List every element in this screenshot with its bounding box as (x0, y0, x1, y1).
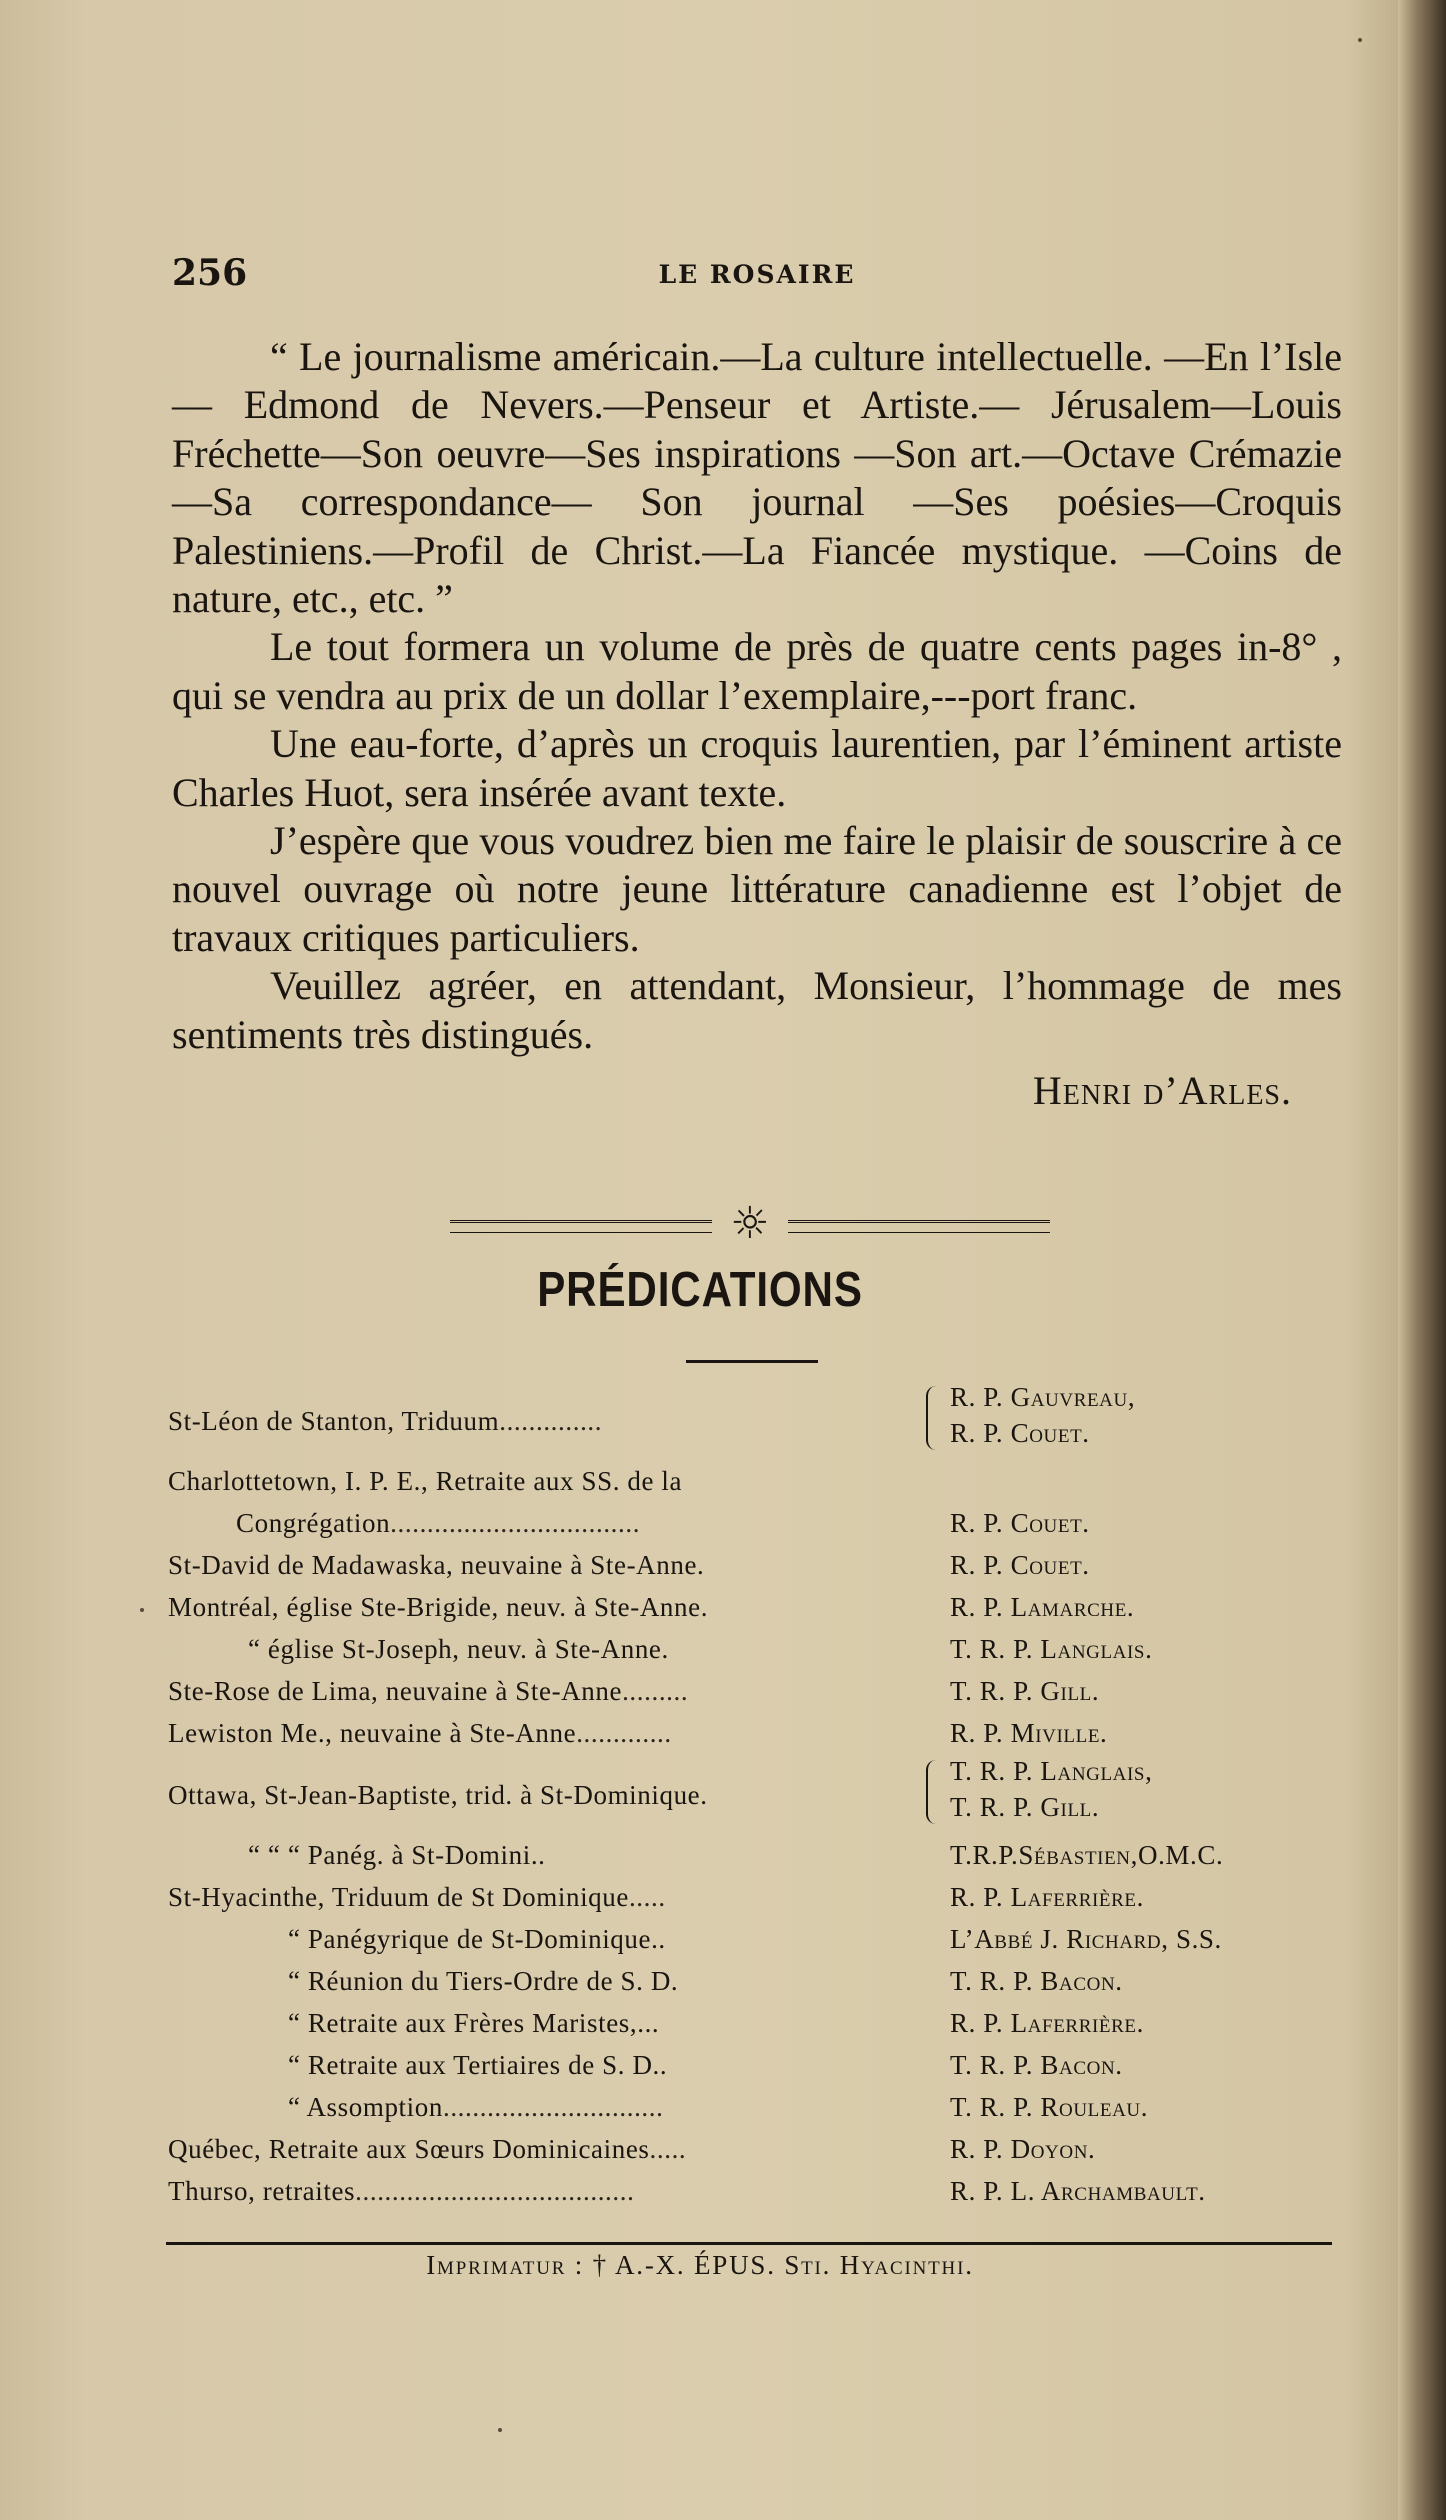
sermon-place (168, 1406, 928, 1437)
leader-dots: .............. (499, 1406, 603, 1436)
sermon-place: Charlottetown, I. P. E., Retraite aux SS. de la (168, 1466, 683, 1496)
sermon-preacher: T. R. P. Bacon. (950, 2050, 1123, 2080)
letter-paragraph: Veuillez agréer, en attendant, Monsieur, l’hommage de mes sentiments très distingués. (172, 963, 1342, 1057)
sermon-preacher: R. P. Doyon. (950, 2134, 1096, 2164)
list-item (168, 1542, 1348, 1584)
sermon-preacher: R. P. Couet. (950, 1550, 1090, 1580)
list-item (168, 1874, 1348, 1916)
sermon-place (168, 1718, 928, 1749)
sermon-place: Ottawa, St-Jean-Baptiste, trid. à St-Dominique. (168, 1780, 708, 1810)
place-text: St-Léon de Stanton, Triduum (168, 1406, 500, 1436)
imprimatur-line: Imprimatur : † A.-X. ÉPUS. Sti. Hyacinthi. (426, 2250, 974, 2280)
sermon-place (168, 1676, 928, 1707)
list-item (168, 1668, 1348, 1710)
leader-dots: ..... (628, 1882, 666, 1912)
place-text: Thurso, retraites (168, 2176, 356, 2206)
sun-ornament-icon: ☼ (730, 1198, 770, 1249)
sermon-list (168, 1378, 1348, 2210)
letter-body (172, 333, 1342, 1116)
place-text: Lewiston Me., neuvaine à Ste-Anne (168, 1718, 577, 1748)
list-item (168, 2126, 1348, 2168)
list-item (168, 1916, 1348, 1958)
list-item (168, 1832, 1348, 1874)
list-item (168, 1458, 1348, 1500)
running-head (172, 252, 1342, 300)
leader-dots: ............. (576, 1718, 672, 1748)
sermon-place (168, 1882, 928, 1913)
sermon-place: “ Retraite aux Tertiaires de S. D.. (288, 2050, 668, 2080)
sermon-place: Montréal, église Ste-Brigide, neuv. à Ste-Anne. (168, 1592, 709, 1622)
title-underline (686, 1360, 818, 1363)
list-item (168, 2168, 1348, 2210)
sermon-place: “ “ “ Panég. à St-Domini.. (248, 1840, 546, 1870)
sermon-preacher: T. R. P. Gill. (950, 1676, 1100, 1706)
sermon-preacher: R. P. L. Archambault. (950, 2176, 1206, 2206)
leader-dots: .................................. (390, 1508, 641, 1538)
sermon-place (236, 1508, 996, 1539)
list-item (168, 2000, 1348, 2042)
ornament-rule-right (788, 1220, 1050, 1233)
list-item (168, 1584, 1348, 1626)
page-number: 256 (172, 252, 248, 294)
sermon-place (288, 2092, 1048, 2123)
list-item (168, 1752, 1348, 1832)
sermon-place: St-David de Madawaska, neuvaine à Ste-Anne. (168, 1550, 705, 1580)
sermon-preacher: R. P. Laferrière. (950, 2008, 1144, 2038)
paper-speck (498, 2428, 502, 2432)
sermon-preacher: T. R. P. Langlais, (950, 1756, 1153, 1786)
list-item (168, 1378, 1348, 1458)
paper-speck (1358, 38, 1362, 42)
sermon-place (168, 2176, 928, 2207)
running-title: LE ROSAIRE (658, 260, 856, 289)
sermon-place (168, 2134, 928, 2165)
sermon-place: “ Réunion du Tiers-Ordre de S. D. (288, 1966, 679, 1996)
leader-dots: .............................. (442, 2092, 664, 2122)
sermon-place: “ église St-Joseph, neuv. à Ste-Anne. (248, 1634, 669, 1664)
sermon-preacher: R. P. Couet. (950, 1418, 1090, 1448)
section-title: PRÉDICATIONS (537, 1263, 863, 1317)
sermon-preacher: T. R. P. Bacon. (950, 1966, 1123, 1996)
list-item (168, 2084, 1348, 2126)
paper-speck (140, 1608, 144, 1612)
place-text: Ste-Rose de Lima, neuvaine à Ste-Anne (168, 1676, 623, 1706)
letter-paragraph: “ Le journalisme américain.—La culture intellectuelle. —En l’Isle— Edmond de Nevers.—Penseur et Artiste.— Jérusalem—Louis Fréchette—Son oeuvre—Ses inspirations —Son art.—Octave Crémazie —Sa correspondance— Son journal —Ses poésies—Croquis Palestiniens.—Profil de Christ.—La Fiancée mystique. —Coins de nature, etc., etc. ” (172, 334, 1342, 622)
ornament-rule-left (450, 1220, 712, 1233)
brace-icon (926, 1760, 948, 1824)
brace-icon (926, 1386, 948, 1450)
footer-rule (166, 2242, 1332, 2245)
sermon-place: “ Retraite aux Frères Maristes,... (288, 2008, 660, 2038)
section-ornament (450, 1196, 1050, 1256)
sermon-preacher: R. P. Gauvreau, (950, 1382, 1136, 1412)
leader-dots: ...................................... (355, 2176, 635, 2206)
sermon-preacher: R. P. Laferrière. (950, 1882, 1144, 1912)
list-item (168, 1500, 1348, 1542)
letter-paragraph: J’espère que vous voudrez bien me faire le plaisir de souscrire à ce nouvel ouvrage où notre jeune littérature canadienne est l’objet de travaux critiques particuliers. (172, 818, 1342, 960)
list-item (168, 2042, 1348, 2084)
letter-paragraph: Le tout formera un volume de près de quatre cents pages in-8° , qui se vendra au prix de un dollar l’exemplaire,---port franc. (172, 624, 1342, 718)
list-item (168, 1958, 1348, 2000)
sermon-preacher: R. P. Miville. (950, 1718, 1108, 1748)
place-text: “ Assomption (288, 2092, 443, 2122)
place-text: St-Hyacinthe, Triduum de St Dominique (168, 1882, 629, 1912)
sermon-preacher: T. R. P. Gill. (950, 1792, 1100, 1822)
list-item (168, 1710, 1348, 1752)
place-text: Congrégation (236, 1508, 391, 1538)
letter-paragraph: Une eau-forte, d’après un croquis laurentien, par l’éminent artiste Charles Huot, sera insérée avant texte. (172, 721, 1342, 815)
letter-signature: Henri d’Arles. (1032, 1068, 1292, 1114)
sermon-preacher: T. R. P. Rouleau. (950, 2092, 1149, 2122)
sermon-preacher: R. P. Lamarche. (950, 1592, 1135, 1622)
leader-dots: ......... (622, 1676, 689, 1706)
sermon-preacher: R. P. Couet. (950, 1508, 1090, 1538)
sermon-preacher: T.R.P.Sébastien,O.M.C. (950, 1840, 1224, 1870)
page-edge-shadow (1398, 0, 1446, 2520)
place-text: Québec, Retraite aux Sœurs Dominicaines (168, 2134, 650, 2164)
sermon-preacher: T. R. P. Langlais. (950, 1634, 1153, 1664)
sermon-preacher: L’Abbé J. Richard, S.S. (950, 1924, 1222, 1954)
leader-dots: ..... (649, 2134, 687, 2164)
sermon-place: “ Panégyrique de St-Dominique.. (288, 1924, 666, 1954)
list-item (168, 1626, 1348, 1668)
